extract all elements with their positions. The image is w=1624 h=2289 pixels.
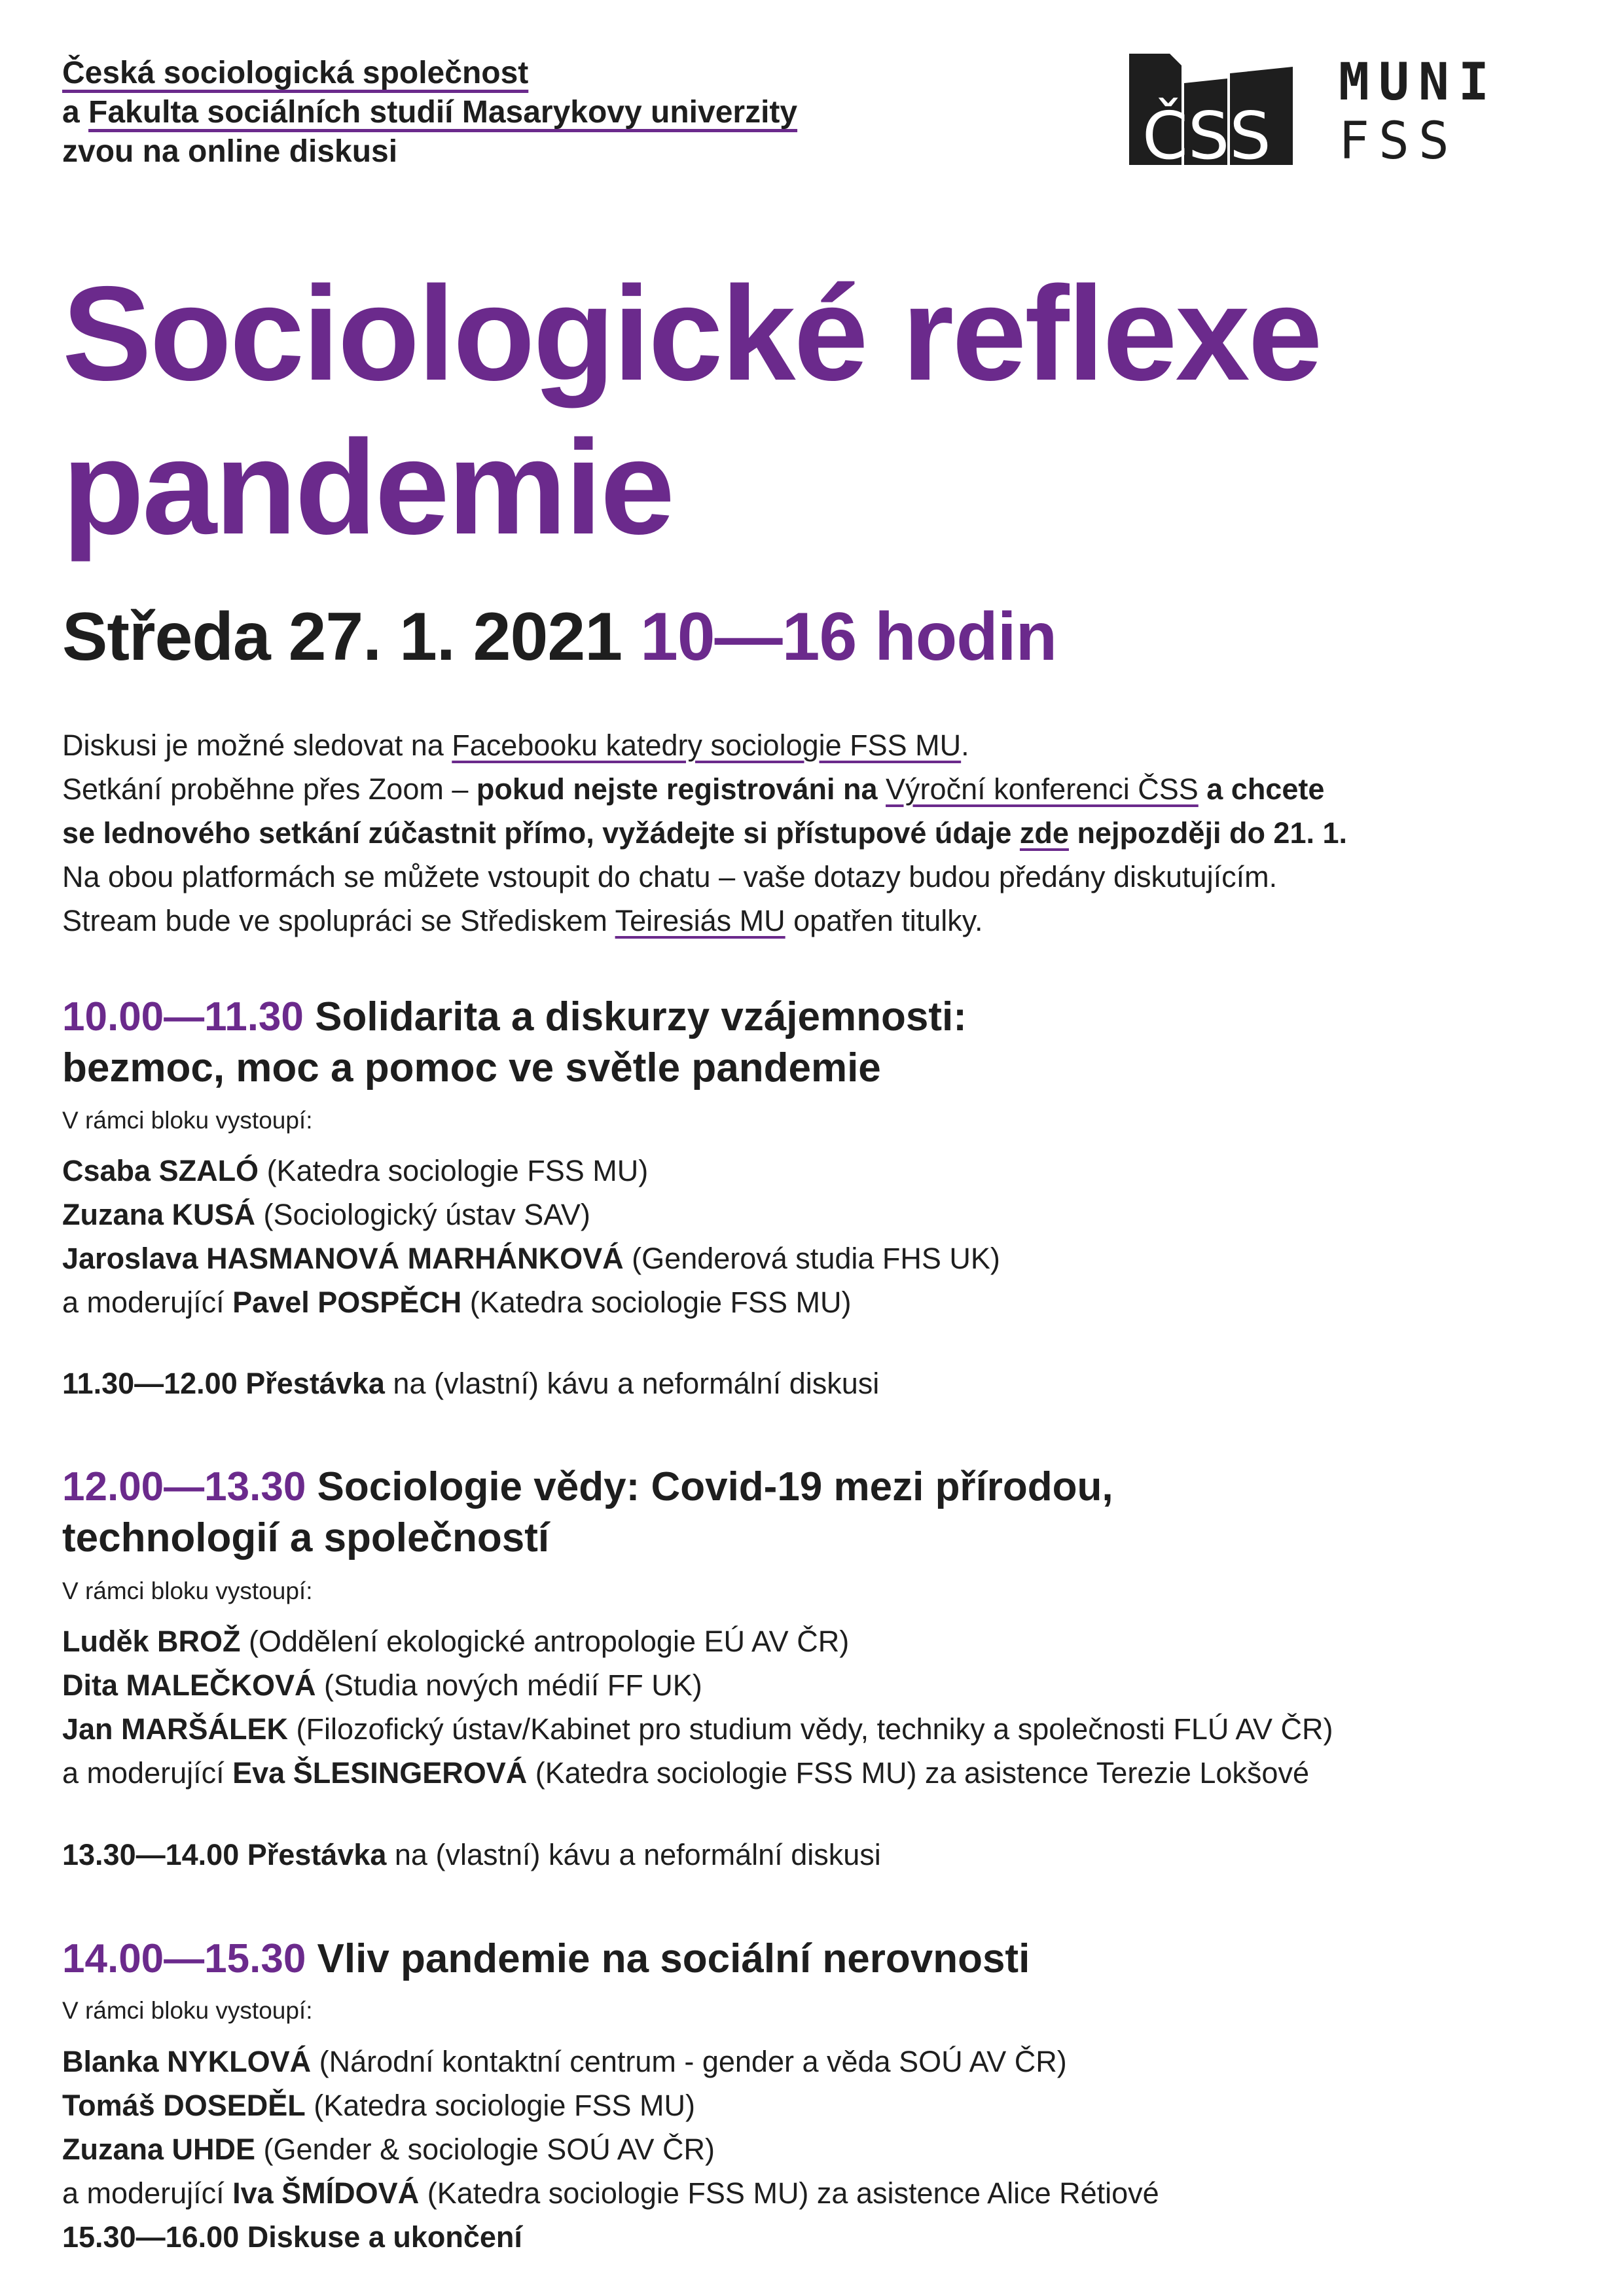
speaker-aff: (Národní kontaktní centrum - gender a věda SOÚ AV ČR) [311,2045,1067,2078]
break-1-time: 11.30—12.00 Přestávka [62,1367,385,1400]
moderator-name: Iva ŠMÍDOVÁ [232,2176,420,2210]
closing-text: 15.30—16.00 Diskuse a ukončení [62,2220,522,2254]
moderator [62,1751,1568,1795]
block-2-speakers [62,1619,1568,1795]
intro-p5 [62,899,1568,943]
faculty-link[interactable]: Fakulta sociálních studií Masarykovy univerzity [88,95,798,130]
speaker-aff: (Filozofický ústav/Kabinet pro studium vědy, techniky a společnosti FLÚ AV ČR) [288,1712,1333,1746]
speaker [62,1149,1568,1193]
block-3-title [62,1934,1568,1985]
block-1-title-l1: Solidarita a diskurzy vzájemnosti: [315,994,967,1039]
speaker [62,2127,1568,2171]
break-2-text: na (vlastní) kávu a neformální diskusi [386,1838,881,1871]
block-2-title-l2: technologií a společností [62,1515,550,1560]
closing [62,2215,1568,2259]
event-day: Středa 27. 1. 2021 [62,599,623,675]
block-2-sub: V rámci bloku vystoupí: [62,1577,313,1604]
moderator-name: Eva ŠLESINGEROVÁ [232,1756,528,1790]
moderator-prefix: a moderující [62,1286,233,1319]
speaker [62,1707,1568,1751]
moderator-name: Pavel POSPĚCH [232,1286,462,1319]
moderator [62,1280,1568,1324]
society-name: Česká sociologická společnost [62,56,529,90]
intro-p4: Na obou platformách se můžete vstoupit do chatu – vaše dotazy budou předány diskutujícím. [62,860,1278,893]
facebook-link[interactable]: Facebooku katedry sociologie FSS MU [452,729,962,762]
speaker-aff: (Studia nových médií FF UK) [316,1668,702,1702]
speaker-name: Csaba SZALÓ [62,1154,259,1187]
block-1-speakers [62,1149,1568,1324]
speaker-name: Zuzana UHDE [62,2133,256,2166]
break-2-time: 13.30—14.00 Přestávka [62,1838,387,1871]
intro-text [62,723,1568,943]
speaker [62,1663,1568,1707]
block-3-sub: V rámci bloku vystoupí: [62,1997,313,2024]
intro-p3-a: se lednového setkání zúčastnit přímo, vyžádejte si přístupové údaje [62,816,1020,850]
muni-fss-logo [1339,53,1498,171]
conference-link[interactable]: Výroční konferenci ČSS [886,772,1199,806]
muni-text: MUNI [1339,53,1498,112]
intro-p5-b: opatřen titulky. [785,904,983,937]
block-1-sub: V rámci bloku vystoupí: [62,1107,313,1134]
block-2-title [62,1462,1568,1564]
speaker [62,2040,1568,2083]
teiresias-link[interactable]: Teiresiás MU [615,904,785,937]
moderator-aff: (Katedra sociologie FSS MU) [461,1286,852,1319]
speaker-name: Blanka NYKLOVÁ [62,2045,312,2078]
block-1-title-l2: bezmoc, moc a pomoc ve světle pandemie [62,1045,881,1090]
title-line-1: Sociologické reflexe [62,259,1321,408]
event-date [62,594,1056,679]
header-prefix: a [62,95,89,130]
block-2-time: 12.00—13.30 [62,1464,306,1509]
intro-p2-c: a chcete [1198,772,1325,806]
block-3-time: 14.00—15.30 [62,1936,306,1981]
moderator-aff: (Katedra sociologie FSS MU) za asistence Alice Rétiové [419,2176,1159,2210]
css-logo-text: ČSS [1142,98,1271,171]
speaker-aff: (Sociologický ústav SAV) [255,1198,590,1231]
speaker-name: Luděk BROŽ [62,1625,241,1658]
header-invite-line: zvou na online diskusi [62,134,398,169]
block-3-speakers [62,2040,1568,2259]
speaker [62,1619,1568,1663]
moderator-prefix: a moderující [62,1756,233,1790]
intro-p3 [62,811,1568,855]
speaker-name: Dita MALEČKOVÁ [62,1668,316,1702]
speaker-aff: (Katedra sociologie FSS MU) [305,2089,695,2122]
title-line-2: pandemie [62,412,673,562]
fss-text: FSS [1339,112,1458,171]
css-logo [1129,54,1293,171]
intro-p5-a: Stream bude ve spolupráci se Střediskem [62,904,615,937]
page-title [62,257,1321,564]
moderator [62,2171,1568,2215]
intro-p2-b: pokud nejste registrováni na [476,772,886,806]
intro-p2 [62,767,1568,811]
block-1-title [62,992,1568,1094]
intro-p2-a: Setkání proběhne přes Zoom – [62,772,477,806]
block-3-title-l1: Vliv pandemie na sociální nerovnosti [317,1936,1030,1981]
speaker [62,1236,1568,1280]
block-2-title-l1: Sociologie vědy: Covid-19 mezi přírodou, [317,1464,1113,1509]
intro-p1-text: Diskusi je možné sledovat na [62,729,452,762]
break-2 [62,1833,881,1877]
speaker-aff: (Genderová studia FHS UK) [623,1242,1000,1275]
speaker-aff: (Gender & sociologie SOÚ AV ČR) [255,2133,715,2166]
block-1-time: 10.00—11.30 [62,994,304,1039]
speaker [62,2083,1568,2127]
speaker-name: Zuzana KUSÁ [62,1198,256,1231]
break-1 [62,1361,879,1405]
intro-p3-b: nejpozději do 21. 1. [1068,816,1348,850]
moderator-prefix: a moderující [62,2176,233,2210]
intro-p1-end: . [961,729,969,762]
speaker-aff: (Katedra sociologie FSS MU) [259,1154,649,1187]
break-1-text: na (vlastní) kávu a neformální diskusi [384,1367,880,1400]
invitation-header [62,54,797,171]
logos [1129,47,1522,171]
speaker-aff: (Oddělení ekologické antropologie EÚ AV ČR) [240,1625,850,1658]
intro-p1 [62,723,1568,767]
speaker-name: Tomáš DOSEDĚL [62,2089,306,2122]
speaker-name: Jaroslava HASMANOVÁ MARHÁNKOVÁ [62,1242,624,1275]
speaker-name: Jan MARŠÁLEK [62,1712,289,1746]
zde-link[interactable]: zde [1019,816,1069,850]
speaker [62,1193,1568,1236]
moderator-aff: (Katedra sociologie FSS MU) za asistence Terezie Lokšové [527,1756,1309,1790]
event-time: 10—16 hodin [640,599,1057,675]
